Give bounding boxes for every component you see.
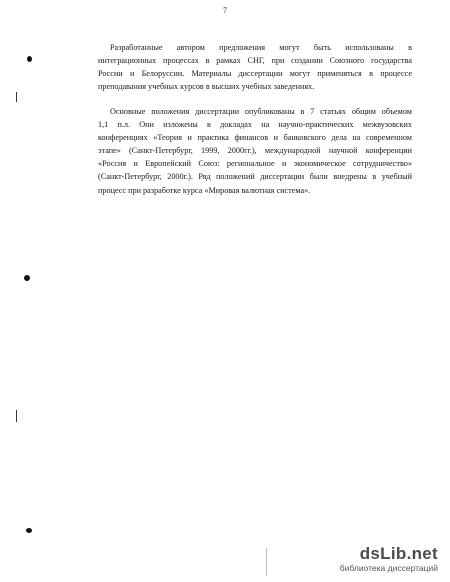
- paragraph-publications: [98, 105, 412, 197]
- scan-margin-line-right: [266, 548, 267, 576]
- scan-mark-top: [27, 56, 32, 62]
- page-number: 7: [223, 6, 227, 15]
- paragraph-line: Основные положения диссертации опубликованы в 7 статьях общим объемом: [110, 107, 412, 116]
- scan-mark-bottom: [26, 528, 32, 533]
- paragraph-line: конференциях «Теория и практика финансов и банковского дела на современном: [98, 133, 412, 143]
- paragraph-line: преподавания учебных курсов в высших учебных заведениях.: [98, 82, 315, 92]
- paragraph-line: Разработанные автором предложения могут быть использованы в: [110, 43, 412, 52]
- scan-margin-line: [16, 92, 17, 102]
- dslib-watermark: [328, 544, 438, 574]
- watermark-brand: dsLib.net: [359, 544, 438, 563]
- paragraph-line: (Санкт-Петербург, 2000г.). Ряд положений диссертации были внедрены в учебный: [98, 172, 412, 182]
- paragraph-line: этапе» (Санкт-Петербург, 1999, 2000гг.), международной научной конференции: [98, 146, 412, 156]
- watermark-subtitle: библиотека диссертаций: [339, 563, 438, 573]
- paragraph-line: России и Белоруссии. Материалы диссертации могут применяться в процессе: [98, 69, 412, 79]
- scan-margin-line: [16, 410, 17, 422]
- scan-mark-middle: [24, 275, 30, 281]
- paragraph-line: «Россия и Европейский Союз: региональное и экономическое сотрудничество»: [98, 159, 412, 169]
- paragraph-line: процесс при разработке курса «Мировая валютная система».: [98, 185, 311, 195]
- paragraph-line: интеграционных процессах в рамках СНГ, при создании Союзного государства: [98, 56, 412, 66]
- paragraph-line: 1,1 п.л. Они изложены в докладах на научно-практических межвузовских: [98, 120, 412, 130]
- paragraph-applications: [98, 41, 412, 93]
